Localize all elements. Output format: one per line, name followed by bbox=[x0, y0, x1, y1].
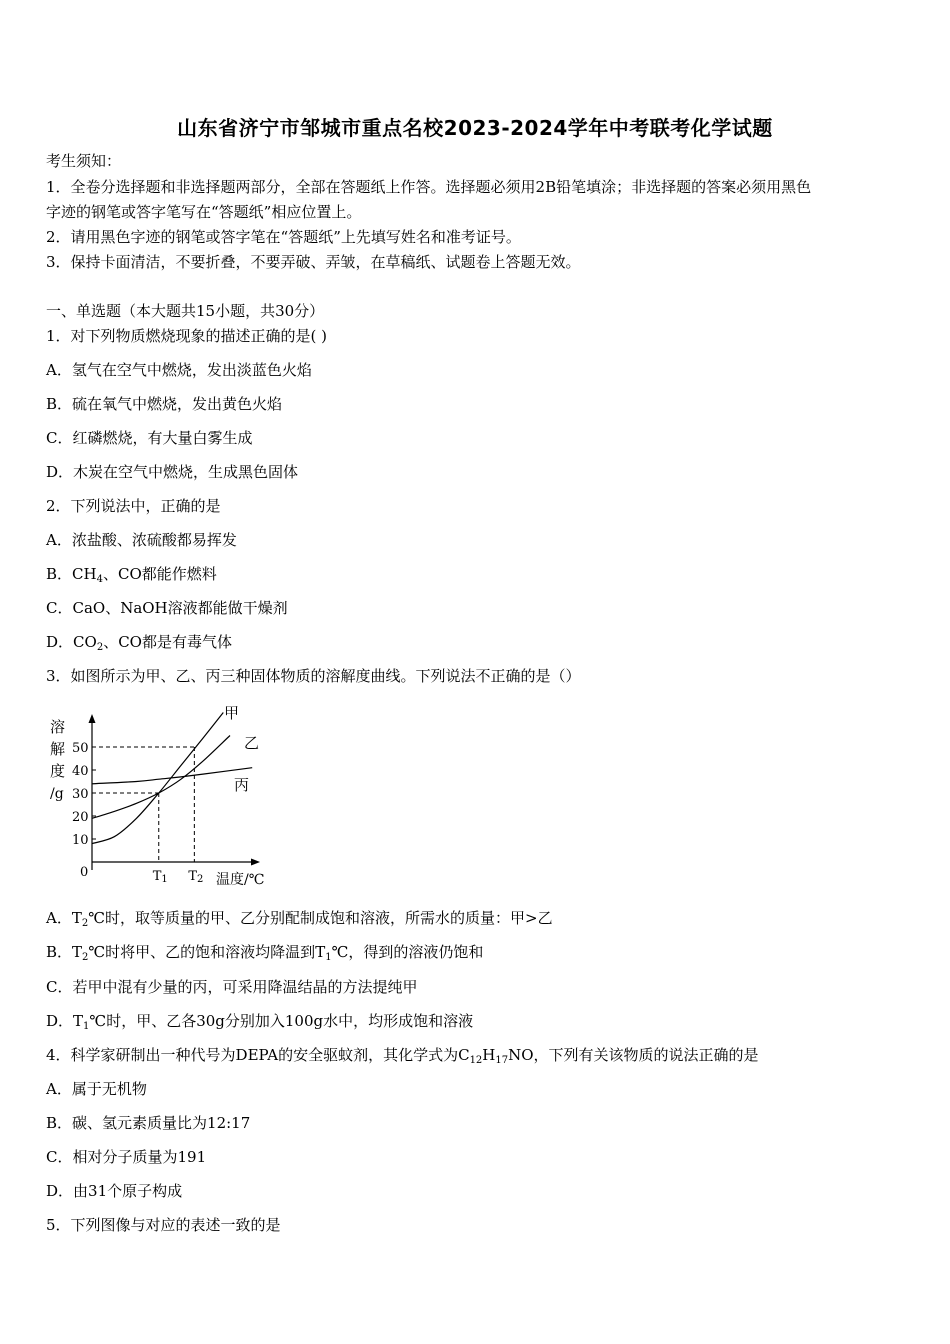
curve-yi-label: 乙 bbox=[244, 734, 260, 752]
q2-option-c: C．CaO、NaOH溶液都能做干燥剂 bbox=[46, 599, 288, 617]
q4-option-c: C．相对分子质量为191 bbox=[46, 1148, 207, 1166]
q4-option-d: D．由31个原子构成 bbox=[46, 1182, 183, 1200]
chart-plot-area bbox=[72, 704, 259, 885]
curve-bing-label: 丙 bbox=[234, 776, 250, 794]
q4-subscript-c: 12 bbox=[469, 1055, 483, 1066]
q2-option-b bbox=[46, 564, 217, 584]
q1-option-b: B．硫在氧气中燃烧，发出黄色火焰 bbox=[46, 395, 283, 413]
q1-option-c: C．红磷燃烧，有大量白雾生成 bbox=[46, 429, 253, 447]
ylabel-char-2: 解 bbox=[50, 740, 66, 758]
section-heading: 一、单选题（本大题共15小题，共30分） bbox=[46, 302, 325, 320]
q1-option-a: A．氢气在空气中燃烧，发出淡蓝色火焰 bbox=[46, 361, 312, 379]
q4-stem-text-end: NO，下列有关该物质的说法正确的是 bbox=[508, 1046, 759, 1064]
solubility-chart bbox=[38, 698, 288, 898]
curve-jia bbox=[92, 713, 223, 844]
q4-stem-text: 4．科学家研制出一种代号为DEPA的安全驱蚊剂，其化学式为C bbox=[46, 1046, 470, 1064]
q4-option-a: A．属于无机物 bbox=[46, 1080, 147, 1098]
notice-line-1: 1．全卷分选择题和非选择题两部分，全部在答题纸上作答。选择题必须用2B铅笔填涂；非选择题的答案必须用黑色 bbox=[46, 178, 812, 196]
origin-label: 0 bbox=[80, 865, 89, 880]
y-tick-label-50: 50 bbox=[72, 741, 89, 756]
q1-option-d: D．木炭在空气中燃烧，生成黑色固体 bbox=[46, 463, 299, 481]
q2-option-d bbox=[46, 632, 232, 652]
x-tick-label-t1: T1 bbox=[152, 869, 168, 885]
q4-option-b: B．碳、氢元素质量比为12:17 bbox=[46, 1114, 251, 1132]
q5-stem: 5．下列图像与对应的表述一致的是 bbox=[46, 1216, 281, 1234]
notice-heading: 考生须知： bbox=[46, 152, 122, 170]
ylabel-char-3: 度 bbox=[50, 762, 66, 780]
curve-jia-label: 甲 bbox=[224, 704, 240, 722]
q4-subscript-h: 17 bbox=[495, 1055, 509, 1066]
q4-stem bbox=[46, 1045, 759, 1065]
y-tick-label-40: 40 bbox=[72, 764, 89, 779]
q3-b-subscript: 2 bbox=[82, 952, 89, 963]
page-title: 山东省济宁市邹城市重点名校2023-2024学年中考联考化学试题 bbox=[177, 116, 773, 140]
q2-stem: 2．下列说法中，正确的是 bbox=[46, 497, 221, 515]
x-axis-label: 温度/℃ bbox=[216, 872, 265, 888]
y-tick-label-30: 30 bbox=[72, 787, 89, 802]
q3-b-text-end: ℃，得到的溶液仍饱和 bbox=[331, 943, 484, 961]
curve-yi bbox=[92, 736, 230, 819]
q1-stem: 1．对下列物质燃烧现象的描述正确的是( ) bbox=[46, 327, 328, 345]
q2-b-subscript: 4 bbox=[96, 574, 103, 585]
q3-d-text: D．T bbox=[46, 1012, 84, 1030]
y-tick-label-10: 10 bbox=[72, 833, 89, 848]
q3-b-subscript-2: 1 bbox=[325, 952, 332, 963]
q3-a-text: A．T bbox=[46, 909, 82, 927]
q2-option-a: A．浓盐酸、浓硫酸都易挥发 bbox=[46, 531, 237, 549]
q3-stem: 3．如图所示为甲、乙、丙三种固体物质的溶解度曲线。下列说法不正确的是（） bbox=[46, 667, 581, 685]
notice-line-4: 3．保持卡面清洁，不要折叠，不要弄破、弄皱，在草稿纸、试题卷上答题无效。 bbox=[46, 253, 581, 271]
q2-b-text: B．CH bbox=[46, 565, 97, 583]
q3-b-text: B．T bbox=[46, 943, 83, 961]
q3-option-a bbox=[46, 908, 553, 928]
q3-option-b bbox=[46, 942, 483, 962]
x-axis-arrow bbox=[251, 859, 260, 866]
y-axis-label bbox=[50, 718, 65, 802]
x-tick-label-t2: T2 bbox=[188, 869, 204, 885]
q4-stem-h: H bbox=[482, 1046, 496, 1064]
q3-a-subscript: 2 bbox=[81, 918, 89, 929]
q3-d-subscript: 1 bbox=[83, 1021, 90, 1032]
ylabel-char-1: 溶 bbox=[50, 718, 66, 736]
y-axis-arrow bbox=[89, 714, 96, 723]
q3-a-text-end: ℃时，取等质量的甲、乙分别配制成饱和溶液，所需水的质量：甲>乙 bbox=[88, 909, 553, 927]
q3-b-text-mid: ℃时将甲、乙的饱和溶液均降温到T bbox=[88, 943, 326, 961]
ylabel-char-4: /g bbox=[50, 786, 64, 802]
q2-d-subscript: 2 bbox=[96, 642, 104, 653]
notice-line-3: 2．请用黑色字迹的钢笔或答字笔在“答题纸”上先填写姓名和准考证号。 bbox=[46, 228, 521, 246]
y-tick-label-20: 20 bbox=[72, 810, 89, 825]
notice-line-2: 字迹的钢笔或答字笔写在“答题纸”相应位置上。 bbox=[46, 203, 362, 221]
q2-d-text-end: 、CO都是有毒气体 bbox=[103, 633, 232, 651]
q3-d-text-end: ℃时，甲、乙各30g分别加入100g水中，均形成饱和溶液 bbox=[89, 1012, 474, 1030]
q2-d-text: D．CO bbox=[46, 633, 97, 651]
q2-b-text-end: 、CO都能作燃料 bbox=[102, 565, 217, 583]
q3-option-c: C．若甲中混有少量的丙，可采用降温结晶的方法提纯甲 bbox=[46, 978, 418, 996]
q3-option-d bbox=[46, 1011, 473, 1031]
